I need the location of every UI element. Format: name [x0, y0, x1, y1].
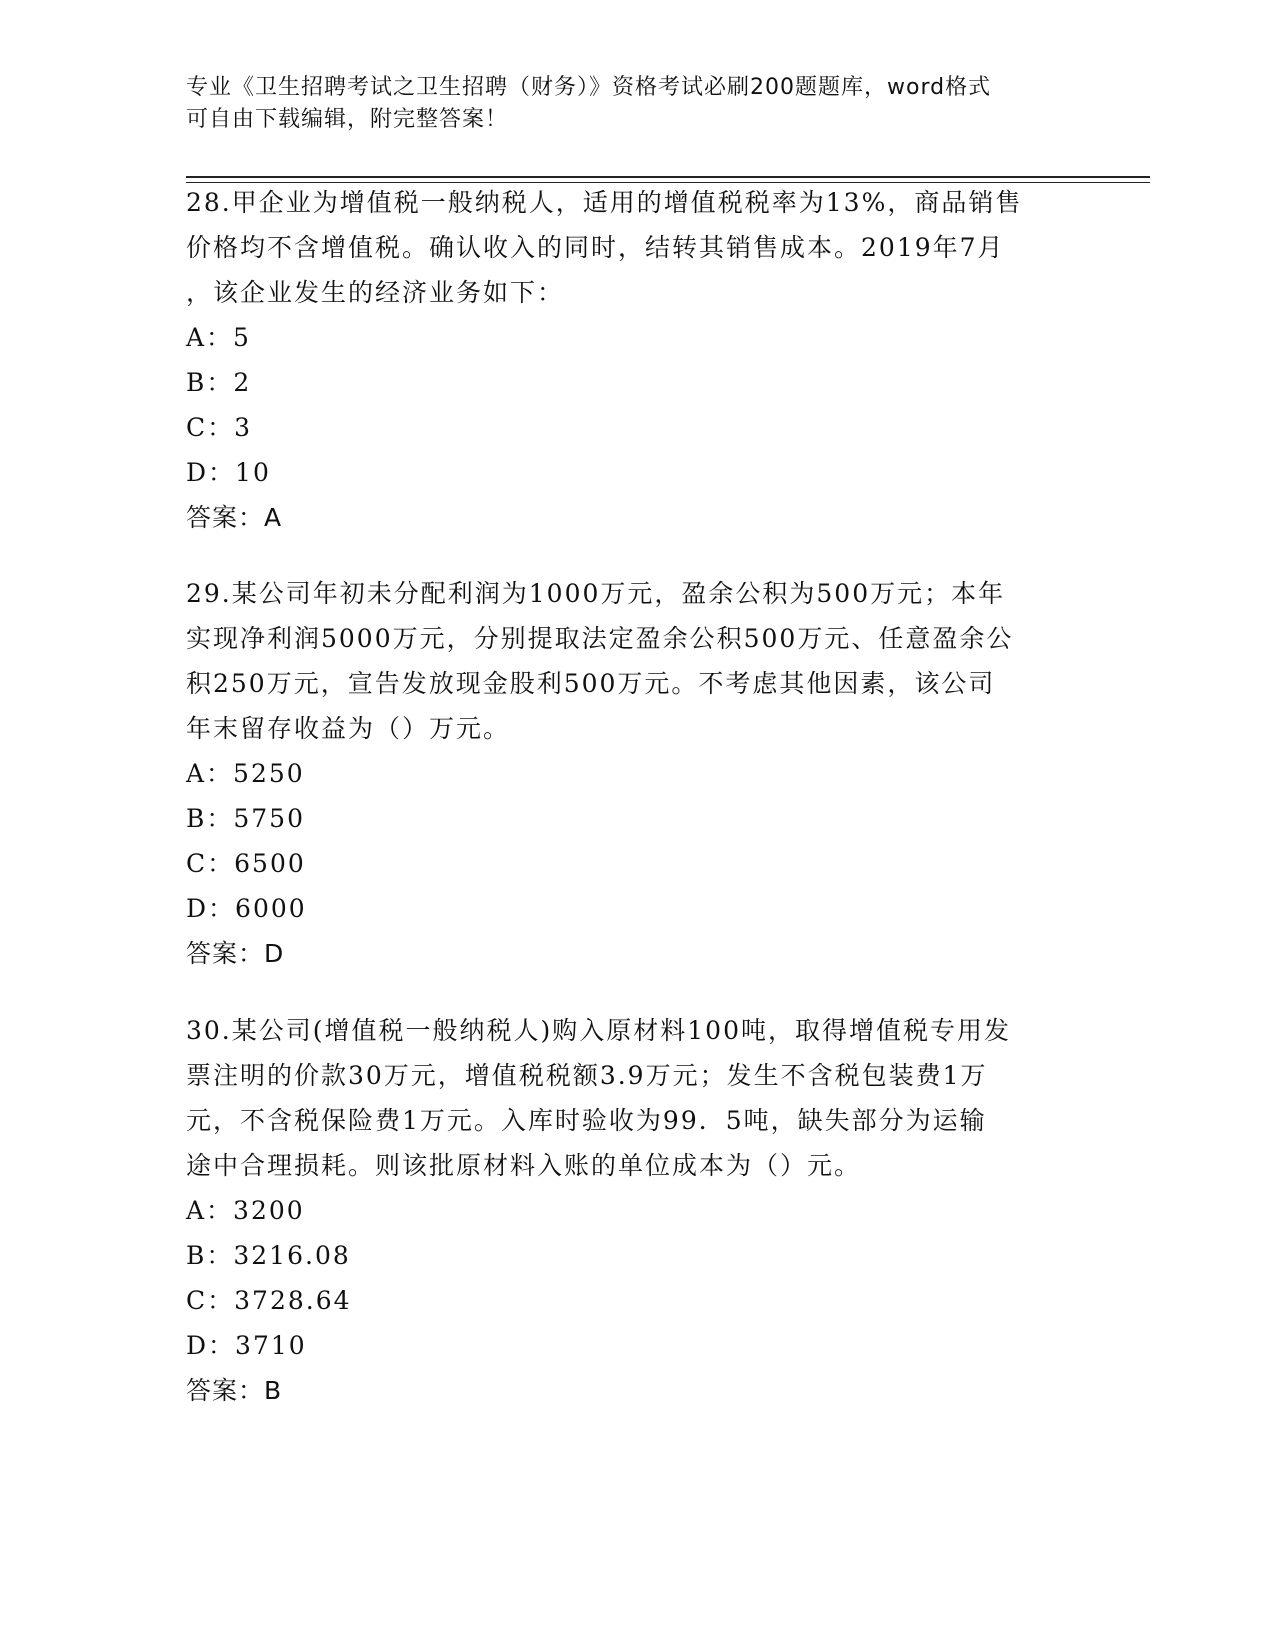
header-line-1: 专业《卫生招聘考试之卫生招聘（财务）》资格考试必刷200题题库，word格式 — [186, 75, 992, 100]
header-line-2: 可自由下载编辑，附完整答案！ — [186, 107, 509, 132]
document-header — [186, 72, 1086, 136]
question-stem-line: 年末留存收益为（）万元。 — [186, 714, 511, 743]
option-a: A：5250 — [186, 759, 305, 788]
question-stem-line: 积250万元，宣告发放现金股利500万元。不考虑其他因素，该公司 — [186, 669, 996, 698]
question-stem-line: 实现净利润5000万元，分别提取法定盈余公积500万元、任意盈余公 — [186, 624, 1014, 653]
question-30 — [186, 1008, 1086, 1413]
question-stem-line: 票注明的价款30万元，增值税税额3.9万元；发生不含税包装费1万 — [186, 1061, 988, 1090]
option-c: C：3 — [186, 413, 253, 442]
header-divider-thick — [186, 176, 1150, 178]
option-d: D：10 — [186, 458, 271, 487]
question-stem-line: 30.某公司(增值税一般纳税人)购入原材料100吨，取得增值税专用发 — [186, 1016, 1011, 1045]
question-stem-line: 途中合理损耗。则该批原材料入账的单位成本为（）元。 — [186, 1151, 862, 1180]
option-d: D：3710 — [186, 1331, 307, 1360]
option-b: B：2 — [186, 368, 252, 397]
question-28 — [186, 180, 1086, 540]
option-b: B：5750 — [186, 804, 305, 833]
option-c: C：6500 — [186, 849, 306, 878]
question-stem-line: 28.甲企业为增值税一般纳税人，适用的增值税税率为13%，商品销售 — [186, 188, 1023, 217]
option-c: C：3728.64 — [186, 1286, 352, 1315]
option-a: A：5 — [186, 323, 251, 352]
answer-line: 答案：D — [186, 939, 285, 968]
answer-line: 答案：B — [186, 1376, 283, 1405]
option-b: B：3216.08 — [186, 1241, 351, 1270]
question-29 — [186, 571, 1086, 976]
question-stem-line: ，该企业发生的经济业务如下： — [186, 278, 565, 307]
answer-line: 答案：A — [186, 503, 283, 532]
question-stem-line: 元，不含税保险费1万元。入库时验收为99．5吨，缺失部分为运输 — [186, 1106, 987, 1135]
question-stem-line: 29.某公司年初未分配利润为1000万元，盈余公积为500万元；本年 — [186, 579, 1006, 608]
option-a: A：3200 — [186, 1196, 305, 1225]
option-d: D：6000 — [186, 894, 307, 923]
question-stem-line: 价格均不含增值税。确认收入的同时，结转其销售成本。2019年7月 — [186, 233, 1005, 262]
